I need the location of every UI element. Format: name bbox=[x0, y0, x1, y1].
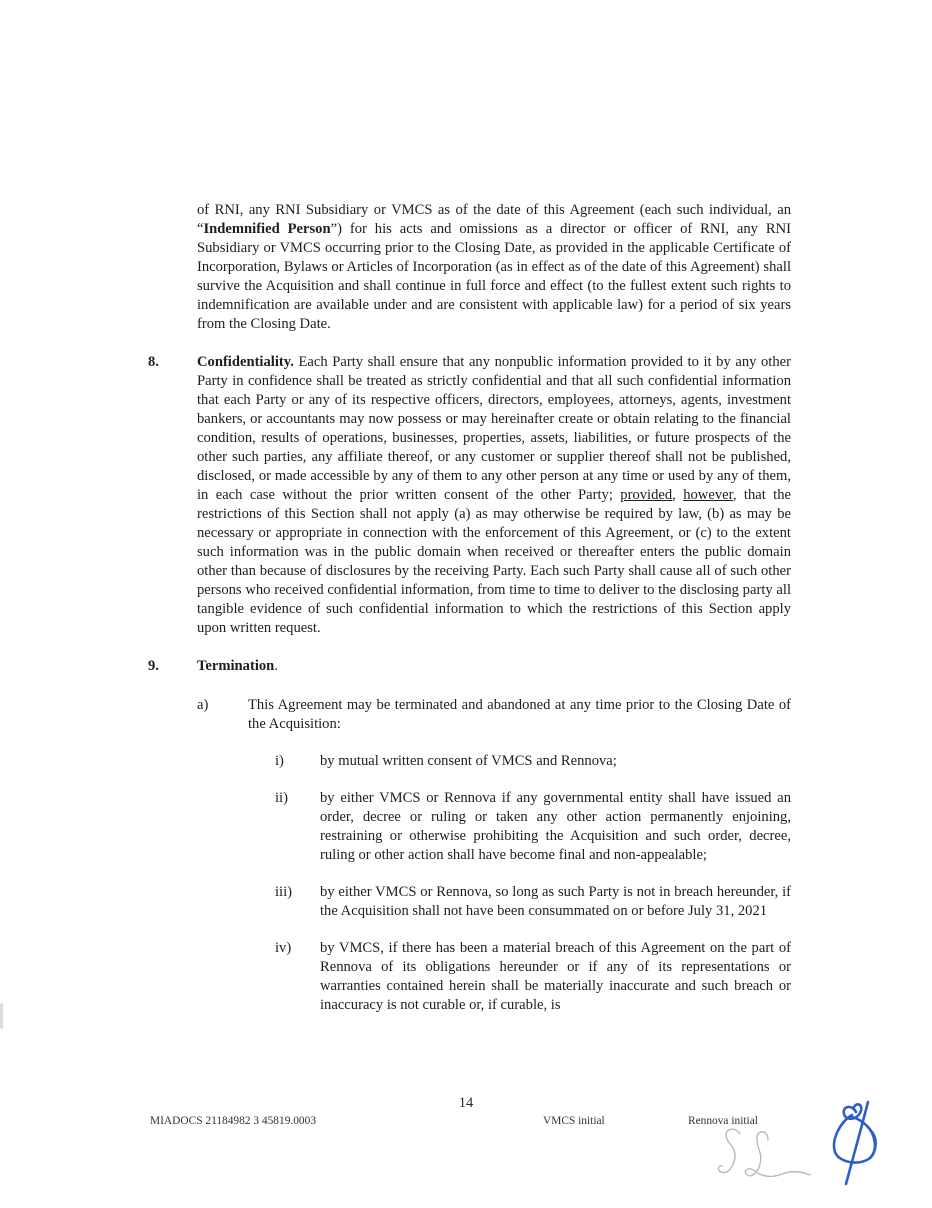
item-ii-text: by either VMCS or Rennova if any governmental entity shall have issued an order, decree or ruling or taken any other action permanently enjoining, restraining or otherwise prohibiting the Acquisition and such order, decree, ruling or other action shall have become final and non-appealable; bbox=[320, 790, 791, 863]
vmcs-initial-label: VMCS initial bbox=[543, 1115, 605, 1127]
page-number: 14 bbox=[458, 1095, 474, 1111]
section-9a-item-iii bbox=[275, 883, 791, 921]
section-8-number: 8. bbox=[148, 354, 159, 370]
item-iv-text: by VMCS, if there has been a material breach of this Agreement on the part of Rennova of its obligations hereunder or if any of its representations or warranties contained herein shall be materially inaccurate and such breach or inaccuracy is not curable or, if curable, is bbox=[320, 940, 791, 1013]
section-9a bbox=[197, 696, 791, 1015]
section-9-heading: Termination. bbox=[197, 658, 278, 674]
section-9a-text: This Agreement may be terminated and abandoned at any time prior to the Closing Date of the Acquisition: bbox=[248, 697, 791, 732]
item-i-text: by mutual written consent of VMCS and Rennova; bbox=[320, 753, 617, 769]
section-9-termination bbox=[148, 657, 791, 1015]
section-9-number: 9. bbox=[148, 658, 159, 674]
section-8-paragraph: Confidentiality. Each Party shall ensure that any nonpublic information provided to it by any other Party in confidence shall be treated as strictly confidential and that all such confidential information that each Party or any of its respective officers, directors, employees, attorneys, agents, investment bankers, or accountants may now possess or may hereinafter create or obtain relating to the financial condition, results of operations, businesses, properties, assets, liabilities, or future prospects of the other such parties, any affiliate thereof, or any customer or supplier thereof shall not be published, disclosed, or made accessible by any of them to any other person at any time or used by any of them, in each case without the prior written consent of the other Party; provided, however, that the restrictions of this Section shall not apply (a) as may otherwise be required by law, (b) as may be necessary or appropriate in connection with the enforcement of this Agreement, or (c) to the extent such information was in the public domain when received or thereafter enters the public domain other than because of disclosures by the receiving Party. Each such Party shall cause all of such other persons who received confidential information, from time to time to deliver to the disclosing party all tangible evidence of such confidential information to which the restrictions of this Section apply upon written request. bbox=[197, 354, 791, 636]
rennova-initial-label: Rennova initial bbox=[688, 1115, 758, 1127]
section-9a-label: a) bbox=[197, 697, 209, 713]
item-iii-label: iii) bbox=[275, 884, 293, 900]
section-9a-item-iv bbox=[275, 939, 791, 1015]
rennova-handwritten-initials-signature bbox=[712, 1126, 812, 1193]
footer-document-id: MIADOCS 21184982 3 45819.0003 bbox=[150, 1115, 317, 1127]
section-8-confidentiality bbox=[148, 353, 791, 638]
continuation-paragraph: of RNI, any RNI Subsidiary or VMCS as of the date of this Agreement (each such individual, an “Indemnified Person”) for his acts and omissions as a director or officer of RNI, any RNI Subsidiary or VMCS occurring prior to the Closing Date, as provided in the applicable Certificate of Incorporation, Bylaws or Articles of Incorporation (as in effect as of the date of this Agreement) shall survive the Acquisition and shall continue in full force and effect (to the fullest extent such rights to indemnification are available under and are consistent with applicable law) for a period of six years from the Closing Date. bbox=[197, 202, 792, 332]
section-9a-item-i bbox=[275, 752, 791, 771]
item-iv-label: iv) bbox=[275, 940, 292, 956]
scan-edge-artifact bbox=[0, 1003, 3, 1029]
vmcs-blue-monogram-signature bbox=[826, 1098, 888, 1193]
item-ii-label: ii) bbox=[275, 790, 288, 806]
section-9a-item-ii bbox=[275, 789, 791, 865]
item-i-label: i) bbox=[275, 753, 284, 769]
item-iii-text: by either VMCS or Rennova, so long as such Party is not in breach hereunder, if the Acquisition shall not have been consummated on or before July 31, 2021 bbox=[320, 884, 791, 919]
document-body bbox=[148, 201, 791, 1015]
